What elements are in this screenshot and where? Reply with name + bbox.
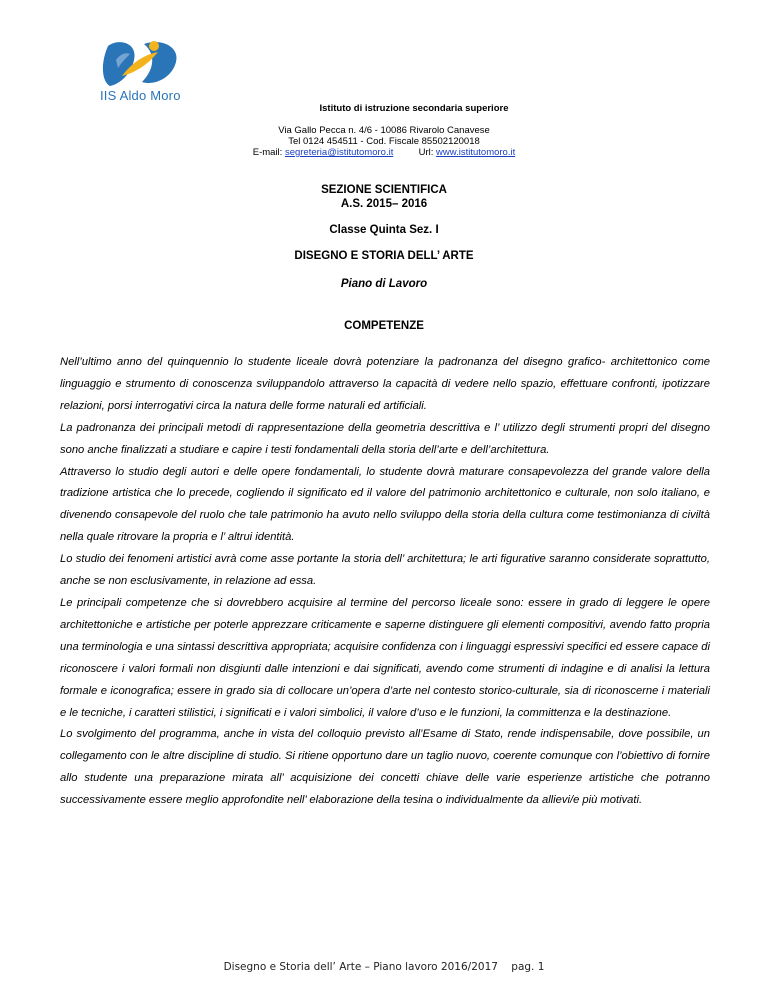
institute-name: Istituto di istruzione secondaria superiore (319, 103, 509, 114)
institute-address: Via Gallo Pecca n. 4/6 - 10086 Rivarolo Canavese (278, 125, 490, 136)
class-title: Classe Quinta Sez. I (329, 224, 439, 236)
section-title: SEZIONE SCIENTIFICA (321, 184, 447, 196)
logo-text: IIS Aldo Moro (100, 88, 181, 103)
paragraph: Attraverso lo studio degli autori e delle opere fondamentali, lo studente dovrà maturare consapevolezza del grande valore della tradizione artistica che lo precede, cogliendo il significato ed il valore del patrimonio architettonico e culturale, non solo italiano, e divenendo consapevole del ruolo che tale patrimonio ha avuto nello sviluppo della storia della cultura come testimonianza di civiltà nella quale ritrovare la propria e l’ altrui identità. (60, 465, 710, 544)
paragraph: Lo svolgimento del programma, anche in vista del colloquio previsto all’Esame di Stato, rende indispensabile, dove possibile, un collegamento con le altre discipline di studio. Si ritiene opportuno dare un taglio nuovo, coerente comunque con l’obiettivo di fornire allo studente una preparazione mirata all’ acquisizione dei concetti chiave delle varie esperienze artistiche che potranno successivamente essere meglio approfondite nell’ elaborazione della tesina o individualmente da allievi/e più motivati. (60, 728, 710, 807)
email-label: E-mail: (252, 147, 283, 158)
page-footer (0, 961, 768, 973)
competences-heading: COMPETENZE (344, 320, 424, 332)
paragraph: Lo studio dei fenomeni artistici avrà come asse portante la storia dell’ architettura; le arti figurative saranno considerate soprattutto, anche se non esclusivamente, in relazione ad essa. (60, 553, 710, 588)
body-text (60, 352, 710, 812)
url-label: Url: (418, 147, 434, 158)
institute-phone: Tel 0124 454511 - Cod. Fiscale 85502120018 (288, 136, 480, 147)
school-year: A.S. 2015– 2016 (340, 198, 428, 210)
paragraph: Nell’ultimo anno del quinquennio lo studente liceale dovrà potenziare la padronanza del disegno grafico- architettonico come linguaggio e strumento di conoscenza sviluppandolo attraverso la capacità di vedere nello spazio, effettuare confronti, ipotizzare relazioni, porsi interrogativi circa la natura delle forme naturali ed artificiali. (60, 356, 710, 412)
subject-title: DISEGNO E STORIA DELL’ ARTE (294, 250, 474, 262)
plan-title: Piano di Lavoro (340, 278, 428, 290)
email-link[interactable]: segreteria@istitutomoro.it (284, 147, 394, 158)
url-link[interactable]: www.istitutomoro.it (436, 147, 516, 158)
paragraph: La padronanza dei principali metodi di rappresentazione della geometria descrittiva e l’ utilizzo degli strumenti propri del disegno sono anche finalizzati a studiare e capire i testi fondamentali della storia dell’arte e dell’architettura. (60, 421, 710, 456)
page-number: pag. 1 (511, 961, 545, 973)
footer-text: Disegno e Storia dell’ Arte – Piano lavoro 2016/2017 (223, 961, 498, 973)
institute-contacts (0, 147, 768, 158)
paragraph: Le principali competenze che si dovrebbero acquisire al termine del percorso liceale sono: essere in grado di leggere le opere architettoniche e artistiche per poterle apprezzare criticamente e saperne distinguere gli elementi compositivi, avendo fatto propria una terminologia e una sintassi descrittiva appropriata; acquisire confidenza con i linguaggi espressivi specifici ed essere capace di riconoscere i valori formali non disgiunti dalle intenzioni e dai significati, avendo come strumenti di indagine e di analisi la lettura formale e iconografica; essere in grado sia di collocare un’opera d’arte nel contesto storico-culturale, sia di riconoscerne i materiali e le tecniche, i caratteri stilistici, i significati e i valori simbolici, il valore d’uso e le funzioni, la committenza e la destinazione. (60, 596, 710, 719)
